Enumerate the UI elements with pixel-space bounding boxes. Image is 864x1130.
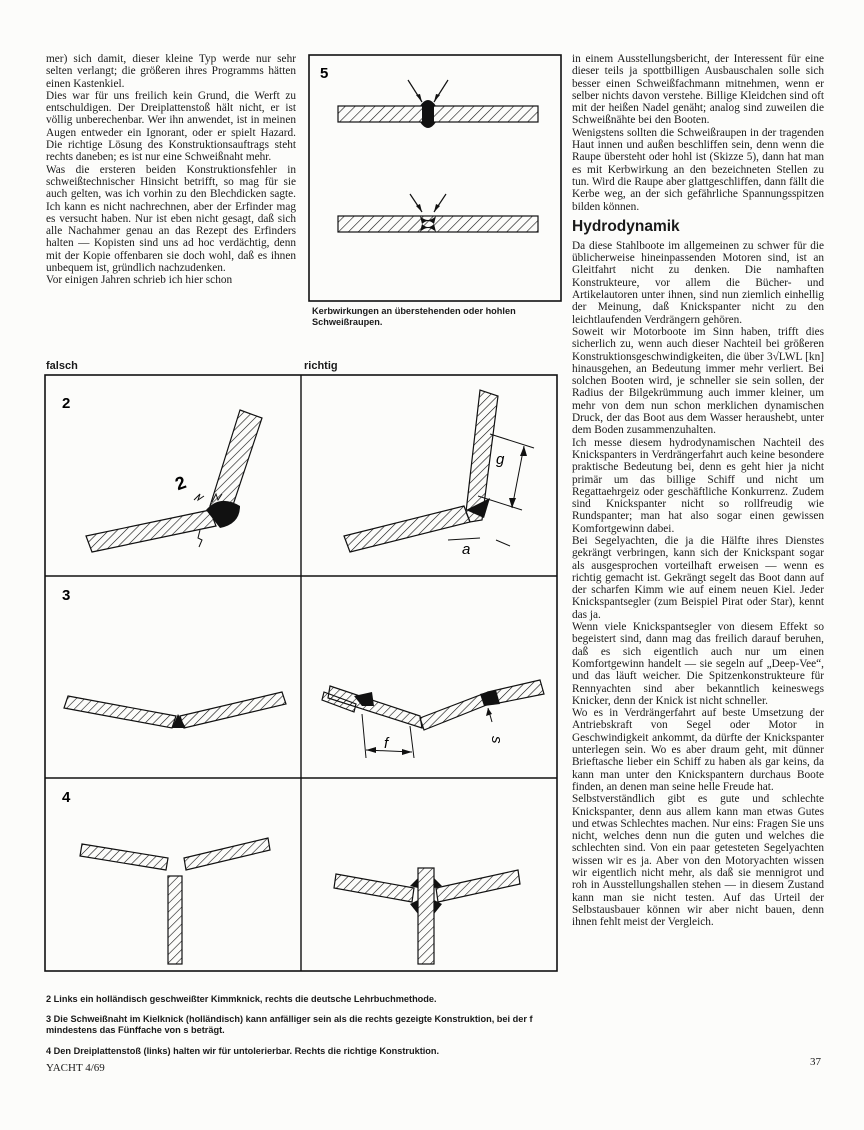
page-number: 37 xyxy=(810,1056,821,1068)
paragraph: Vor einigen Jahren schrieb ich hier schon xyxy=(46,274,233,287)
paragraph: Wenigstens sollten die Schweißraupen in der tragenden Haut innen und außen beschliffen sein, denn wenn die Raupe übersteht oder hohl ist (Skizze 5), dann hat man es mit Kerbwirkung an den bezeichneten Stellen zu tun. Wird die Raupe aber glattgeschliffen, dann fällt die Kerbe weg, an der sich gefährliche Spannungsspitzen bilden können. xyxy=(572,126,824,213)
caption-4: 4 Den Dreiplattenstoß (links) halten wir für untolerierbar. Rechts die richtige Konstruktion. xyxy=(46,1046,440,1056)
label-wrong: falsch xyxy=(46,360,78,372)
dim-f: f xyxy=(384,735,389,752)
paragraph: Dies war für uns freilich kein Grund, die Werft zu entschuldigen. Der Dreiplattenstoß hält nicht, er ist völlig unberechenbar. Wer ihn anwendet, ist in meinen Augen entweder ein Ignorant, oder er spielt Hazard. Die richtige Lösung des Konstruktionsauftrags steht rechts daneben; es ist nur eine Schweißnaht mehr. xyxy=(46,89,296,164)
dutch-keel-weld xyxy=(64,692,286,728)
row-number-2: 2 xyxy=(62,395,71,412)
hollow-weld-plate xyxy=(338,194,538,232)
correct-keel-weld xyxy=(322,680,544,758)
section-heading: Hydrodynamik xyxy=(572,217,680,235)
weld-comparison-grid xyxy=(44,374,558,972)
dim-s: s xyxy=(488,736,505,744)
row-number-3: 3 xyxy=(62,587,71,604)
dutch-chine-weld xyxy=(86,410,262,552)
caption-3: 3 Die Schweißnaht im Kielknick (holländisch) kann anfälliger sein als die rechts gezeigte Konstruktion, bei der f mindestens das Fünffache von s beträgt. xyxy=(46,1014,533,1035)
svg-text:2: 2 xyxy=(172,472,189,495)
paragraph: Wo es in Verdrängerfahrt auf beste Umsetzung der Antriebskraft von Segel oder Motor in Geschwindigkeit ankommt, da dürfte der Knickspanter unterlegen sein. Wo es aber draum geht, mit dünner Brieftasche lieber ein Schiff zu haben als gar keins, da kann man unter den Knickspantern durchaus Boote finden, an denen man seine helle Freude hat. xyxy=(572,707,824,793)
german-chine-weld xyxy=(344,390,534,558)
protruding-weld-plate xyxy=(338,80,538,128)
paragraph: Soweit wir Motorboote im Sinn haben, trifft dies sicherlich zu, wenn auch dieser Nachteil bei größeren Konstruktionsgeschwindigkeiten, die über 3√LWL [kn] hinausgehen, an Bedeutung immer mehr verliert. Bei solchen Booten wird, je schneller sie sein sollen, der Radius der Bilgekrümmung auch immer kleiner, um mehr von dem nun schon merklichen dynamischen Druck, der das Boot aus dem Wasser heraushebt, unter dem Boden zusammenzuhalten. xyxy=(572,325,824,437)
paragraph: Bei Segelyachten, die ja die Hälfte ihres Dienstes gekrängt verbringen, kann sich der Knickspant sogar als ausgesprochen vorteilhaft erweisen — wenn es richtig gemacht ist. Gekrängt segelt das Boot dann auf der scharfen Kimm wie auf einem neuen Kiel. Jeder Knickspantsegler (zum Beispiel Pirat oder Star), kennt das ja. xyxy=(572,534,824,621)
left-text-column xyxy=(46,53,296,287)
paragraph: Da diese Stahlboote im allgemeinen zu schwer für die üblicherweise hineinpassenden Motoren sind, ist an Gleitfahrt nicht zu denken. Die namhaften Konstrukteure, vor allem die Bücher- und Artikelautoren unter ihnen, sind nun ziemlich einhellig der Meinung, daß Knickspanter nicht zu den leichtlaufenden Verdrängern gehören. xyxy=(572,239,824,326)
paragraph: Selbstverständlich gibt es gute und schlechte Knickspanter, denn aus allem kann man etwas Gutes und etwas Schlechtes machen. Nur eins: Fragen Sie uns nicht, welches denn nun die guten und welches die schlechten sind. Von ein paar getesteten Segelyachten wissen wir es ja. Aber von den Motoryachten wissen wir eigentlich nicht mehr, als daß sie mennigrot und roh in Ausstellungshallen stehen — in diesem Zustand kann man sie nicht testen. Auf das Urteil der Selbstausbauer können wir aber nicht bauen, denn ihnen fehlt meist der Vergleich. xyxy=(572,793,824,929)
row-number-4: 4 xyxy=(62,789,71,806)
paragraph: in einem Ausstellungsbericht, der Interessent für eine dieser teils ja spottbilligen Ausbauschalen solle sich besser einen Schweißfachmann mitnehmen, wenn er selber nichts davon verstehe. Billige Kleidchen sind oft mit der heißen Nadel genäht; analog sind zuweilen die Schweißnähte bei den Booten. xyxy=(572,53,824,127)
three-plate-joint-wrong xyxy=(80,838,270,964)
figure-5-caption: Kerbwirkungen an überstehenden oder hohlen Schweißraupen. xyxy=(312,306,516,327)
magazine-issue: YACHT 4/69 xyxy=(46,1062,105,1074)
three-plate-joint-correct xyxy=(334,868,520,964)
paragraph: mer) sich damit, dieser kleine Typ werde nur sehr selten verlangt; die größeren ihres Programms hätten einen Kastenkiel. xyxy=(46,53,296,90)
dim-g: g xyxy=(496,451,505,468)
paragraph: Ich messe diesem hydrodynamischen Nachteil des Knickspanters in Verdrängerfahrt auch keine besondere praktische Bedeutung bei, denn es geht hier ja nicht primär um das billige Schiff und nicht um Regattaehrgeiz oder geschäftliche Konkurrenz. Zudem sind Knickspanter nicht so rollfreudig wie Rundspanter; man hat also sogar einen gewissen Komfortgewinn dabei. xyxy=(572,436,824,535)
paragraph: Wenn viele Knickspantsegler von diesem Effekt so begeistert sind, dann mag das freilich darauf beruhen, daß es sich eigentlich auch nur um einen Komfortgewinn handelt — sie segeln auf „Deep-Vee“, und das läuft weicher. Die Spitzenkonstrukteure für Rennyachten sind aber bekanntlich keineswegs Knicker, denn der Knick ist nicht schneller. xyxy=(572,621,824,707)
dim-a: a xyxy=(462,541,471,558)
paragraph: Was die ersteren beiden Konstruktionsfehler in schweißtechnischer Hinsicht betrifft, so mag für sie auch gelten, was ich vorhin zu den Blechdicken sagte. Ich kann es nicht nachrechnen, aber der Erfinder mag es versucht haben. Nur ist eben nicht gesagt, daß sich alle Nachahmer genau an das Rezept des Erfinders halten — Kopisten sind uns ad hoc verdächtig, denn mit der Kopie offenbaren sie doch wohl, daß es ihnen unbequem ist, gründlich nachzudenken. xyxy=(46,163,296,275)
right-text-column xyxy=(572,53,824,928)
label-right: richtig xyxy=(304,360,338,372)
caption-2: 2 Links ein holländisch geschweißter Kimmknick, rechts die deutsche Lehrbuchmethode. xyxy=(46,994,437,1004)
figure-5 xyxy=(308,54,562,302)
figure-5-number: 5 xyxy=(320,65,329,82)
